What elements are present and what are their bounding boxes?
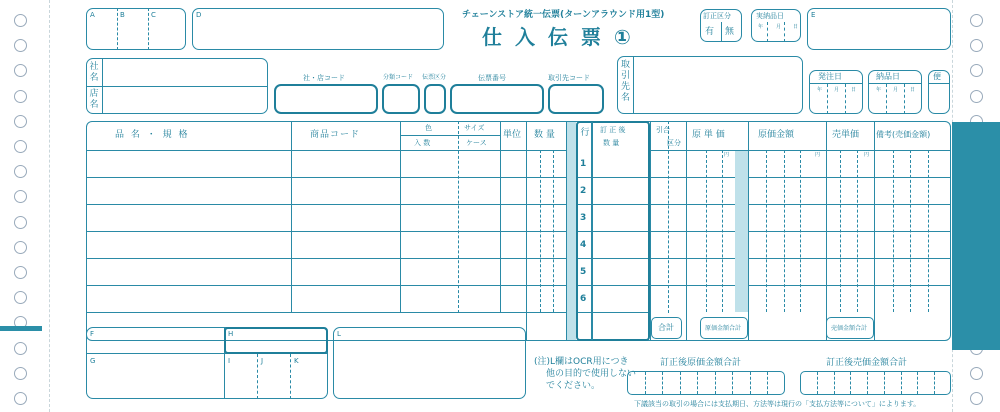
- note-line-3: でください。: [546, 381, 601, 391]
- cost-total-label: 原価金額合計: [705, 325, 742, 332]
- col-cost-amount: 原価金額: [758, 130, 795, 140]
- digit-divider: [817, 372, 818, 394]
- col-quantity: 数 量: [534, 130, 555, 140]
- col-size: サイズ: [464, 124, 485, 132]
- form-title: 仕 入 伝 票 ①: [482, 25, 634, 49]
- delivery-date-y: 年: [876, 87, 882, 93]
- perforation-hole: [14, 14, 27, 27]
- delivery-date-d: 日: [910, 87, 916, 93]
- corrected-qty-column[interactable]: [576, 121, 650, 341]
- delivery-date-m: 月: [893, 87, 899, 93]
- box-l[interactable]: [333, 327, 526, 399]
- box-abc[interactable]: [86, 8, 186, 50]
- row-number: 3: [580, 213, 587, 223]
- label-l: L: [337, 330, 341, 338]
- row-number: 4: [580, 240, 587, 250]
- col-sell-price: 売単価: [832, 130, 860, 140]
- store-label: 店名: [89, 89, 99, 110]
- digit-divider: [715, 372, 716, 394]
- col-item-code: 商品コード: [310, 130, 361, 140]
- store-code-label: 社・店コード: [303, 74, 345, 82]
- label-f: F: [90, 330, 95, 338]
- digit-divider: [645, 372, 646, 394]
- perforation-hole: [14, 216, 27, 229]
- flight-label: 便: [933, 72, 941, 81]
- row-number: 2: [580, 186, 587, 196]
- label-j: J: [261, 357, 264, 365]
- col-discount: 引合: [656, 126, 670, 134]
- slip-number-label: 伝票番号: [478, 74, 506, 82]
- form-subtitle: チェーンストア統一伝票(ターンアラウンド用1型): [462, 10, 665, 20]
- perforation-hole: [14, 241, 27, 254]
- cost-price-yen: 円: [724, 152, 730, 158]
- note-line-1: (注)L欄はOCR用につき: [534, 357, 629, 367]
- delivery-date-label: 納品日: [876, 72, 900, 81]
- actual-delivery-month: 月: [776, 24, 782, 30]
- order-date-d: 日: [851, 87, 857, 93]
- left-marker: [0, 326, 42, 331]
- actual-delivery-year: 年: [758, 24, 764, 30]
- label-h: H: [228, 330, 234, 338]
- col-color: 色: [425, 124, 432, 132]
- perforation-hole: [970, 90, 983, 103]
- slip-class-label: 伝票区分: [422, 74, 447, 81]
- perforation-hole: [14, 342, 27, 355]
- label-d: D: [196, 11, 202, 19]
- perforation-hole: [970, 392, 983, 405]
- box-h[interactable]: [224, 327, 328, 354]
- order-date-label: 発注日: [818, 72, 842, 81]
- digit-divider: [901, 372, 902, 394]
- row-number: 1: [580, 159, 587, 169]
- label-c: C: [151, 11, 156, 19]
- actual-delivery-day: 日: [793, 24, 799, 30]
- perforation-hole: [14, 266, 27, 279]
- supplier-code-label: 取引先コード: [548, 74, 590, 82]
- table-row-line: [86, 231, 951, 232]
- store-code-box[interactable]: [274, 84, 378, 114]
- sell-total-label: 売価金額合計: [831, 325, 868, 332]
- table-row-line: [86, 258, 951, 259]
- supplier-name-label: 取引先名: [620, 60, 630, 103]
- label-a: A: [90, 11, 95, 19]
- perforation-hole: [14, 367, 27, 380]
- table-row-line: [86, 285, 951, 286]
- correction-yes: 有: [705, 27, 715, 37]
- perforation-hole: [970, 367, 983, 380]
- company-label: 社名: [89, 62, 99, 83]
- digit-divider: [867, 372, 868, 394]
- table-row-line: [86, 204, 951, 205]
- actual-delivery-label: 実納品日: [756, 12, 784, 20]
- corrected-cost-total-label: 訂正後原価金額合計: [660, 358, 742, 368]
- col-item-name: 品 名 ・ 規 格: [115, 130, 190, 140]
- total-label: 合計: [658, 323, 674, 332]
- perforation-hole: [14, 115, 27, 128]
- digit-divider: [750, 372, 751, 394]
- perforation-hole: [14, 140, 27, 153]
- col-case: ケース: [466, 139, 487, 147]
- digit-divider: [662, 372, 663, 394]
- corrected-sell-total-box[interactable]: [800, 371, 951, 395]
- corrected-cost-total-box[interactable]: [627, 371, 785, 395]
- box-e[interactable]: [807, 8, 951, 50]
- table-row-line: [86, 177, 951, 178]
- supplier-code-box[interactable]: [548, 84, 604, 114]
- digit-divider: [917, 372, 918, 394]
- order-date-m: 月: [834, 87, 840, 93]
- perforation-hole: [14, 392, 27, 405]
- perforation-hole: [14, 90, 27, 103]
- col-discount-class: 区分: [667, 139, 681, 147]
- class-code-box[interactable]: [382, 84, 420, 114]
- digit-divider: [850, 372, 851, 394]
- digit-divider: [834, 372, 835, 394]
- col-remarks: 備考(売価金額): [876, 130, 931, 139]
- corrected-sell-total-label: 訂正後売価金額合計: [826, 358, 908, 368]
- label-e: E: [811, 11, 816, 19]
- slip-number-box[interactable]: [450, 84, 544, 114]
- perforation-hole: [970, 14, 983, 27]
- supplier-name-box[interactable]: [617, 56, 803, 114]
- col-row: 行: [580, 128, 590, 138]
- slip-class-box[interactable]: [424, 84, 446, 114]
- digit-divider: [680, 372, 681, 394]
- label-g: G: [90, 357, 96, 365]
- footer-note: 下議該当の取引の場合には支払期日、方法等は現行の「支払方法等について」によります。: [634, 400, 921, 408]
- box-d[interactable]: [192, 8, 444, 50]
- label-k: K: [294, 357, 299, 365]
- digit-divider: [884, 372, 885, 394]
- col-qty-in: 入 数: [414, 139, 431, 147]
- cost-amount-yen: 円: [815, 152, 821, 158]
- row-number-column: [567, 122, 576, 340]
- label-i: I: [228, 357, 231, 365]
- row-number: 5: [580, 267, 587, 277]
- side-band: [952, 122, 1000, 350]
- sell-price-yen: 円: [864, 152, 870, 158]
- col-corrected: 訂 正 後: [600, 126, 626, 134]
- digit-divider: [934, 372, 935, 394]
- correction-label: 訂正区分: [703, 12, 731, 20]
- digit-divider: [732, 372, 733, 394]
- label-b: B: [120, 11, 125, 19]
- col-corrected-qty: 数 量: [603, 139, 620, 147]
- class-code-label: 分類コード: [383, 74, 414, 81]
- col-unit: 単位: [503, 130, 522, 140]
- note-line-2: 他の目的で使用しない: [546, 369, 637, 379]
- cost-cents-shade: [735, 151, 748, 312]
- correction-no: 無: [725, 27, 735, 37]
- digit-divider: [767, 372, 768, 394]
- digit-divider: [697, 372, 698, 394]
- order-date-y: 年: [817, 87, 823, 93]
- col-cost-price: 原 単 価: [692, 130, 725, 140]
- row-number: 6: [580, 294, 587, 304]
